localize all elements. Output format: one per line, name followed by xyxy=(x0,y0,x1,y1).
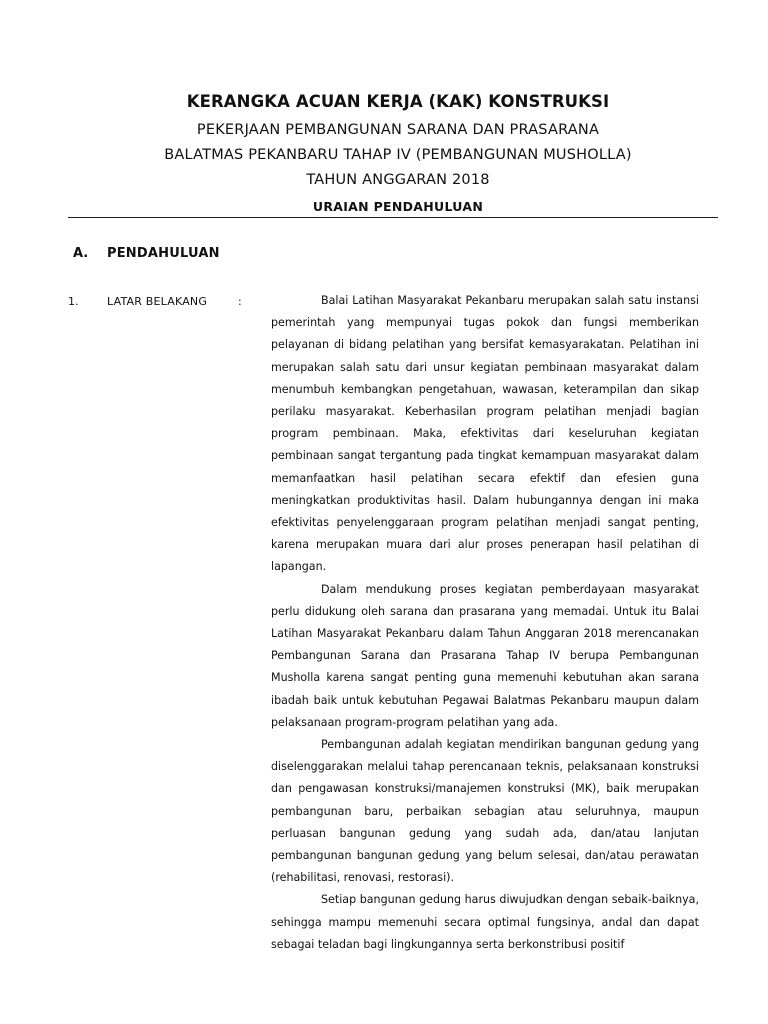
document-title: KERANGKA ACUAN KERJA (KAK) KONSTRUKSI xyxy=(186,92,610,111)
document-subtitle-2: BALATMAS PEKANBARU TAHAP IV (PEMBANGUNAN MUSHOLLA) xyxy=(164,147,632,163)
paragraph: Setiap bangunan gedung harus diwujudkan dengan sebaik-baiknya, sehingga mampu memenuhi secara optimal fungsinya, andal dan dapat sebagai teladan bagi lingkungannya serta berkonstribusi positif xyxy=(271,893,699,951)
item-label: LATAR BELAKANG xyxy=(107,295,208,308)
section-title: PENDAHULUAN xyxy=(107,246,220,261)
horizontal-divider xyxy=(68,217,718,218)
body-text xyxy=(271,290,699,956)
document-subtitle-1: PEKERJAAN PEMBANGUNAN SARANA DAN PRASARANA xyxy=(196,122,600,138)
item-colon: : xyxy=(238,295,242,308)
item-number: 1. xyxy=(68,295,79,308)
paragraph: Balai Latihan Masyarakat Pekanbaru merupakan salah satu instansi pemerintah yang mempunyai tugas pokok dan fungsi memberikan pelayanan di bidang pelatihan yang bersifat kemasyarakatan. Pelatihan ini merupakan salah satu dari unsur kegiatan pembinaan masyarakat dalam menumbuh kembangkan pengetahuan, wawasan, keterampilan dan sikap perilaku masyarakat. Keberhasilan program pelatihan menjadi bagian program pembinaan. Maka, efektivitas dari keseluruhan kegiatan pembinaan sangat tergantung pada tingkat kemampuan masyarakat dalam memanfaatkan hasil pelatihan secara efektif dan efesien guna meningkatkan produktivitas hasil. Dalam hubungannya dengan ini maka efektivitas penyelenggaraan program pelatihan menjadi sangat penting, karena merupakan muara dari alur proses penerapan hasil pelatihan di lapangan. xyxy=(271,294,699,574)
section-letter: A. xyxy=(73,246,89,261)
document-subtitle-3: TAHUN ANGGARAN 2018 xyxy=(306,172,490,188)
section-heading: URAIAN PENDAHULUAN xyxy=(312,199,484,214)
paragraph: Pembangunan adalah kegiatan mendirikan bangunan gedung yang diselenggarakan melalui tahap perencanaan teknis, pelaksanaan konstruksi dan pengawasan konstruksi/manajemen konstruksi (MK), baik merupakan pembangunan baru, perbaikan sebagian atau seluruhnya, maupun perluasan bangunan gedung yang sudah ada, dan/atau lanjutan pembangunan bangunan gedung yang belum selesai, dan/atau perawatan (rehabilitasi, renovasi, restorasi). xyxy=(271,738,699,885)
paragraph: Dalam mendukung proses kegiatan pemberdayaan masyarakat perlu didukung oleh sarana dan prasarana yang memadai. Untuk itu Balai Latihan Masyarakat Pekanbaru dalam Tahun Anggaran 2018 merencanakan Pembangunan Sarana dan Prasarana Tahap IV berupa Pembangunan Musholla karena sangat penting guna memenuhi kebutuhan akan sarana ibadah baik untuk kebutuhan Pegawai Balatmas Pekanbaru maupun dalam pelaksanaan program-program pelatihan yang ada. xyxy=(271,582,699,729)
